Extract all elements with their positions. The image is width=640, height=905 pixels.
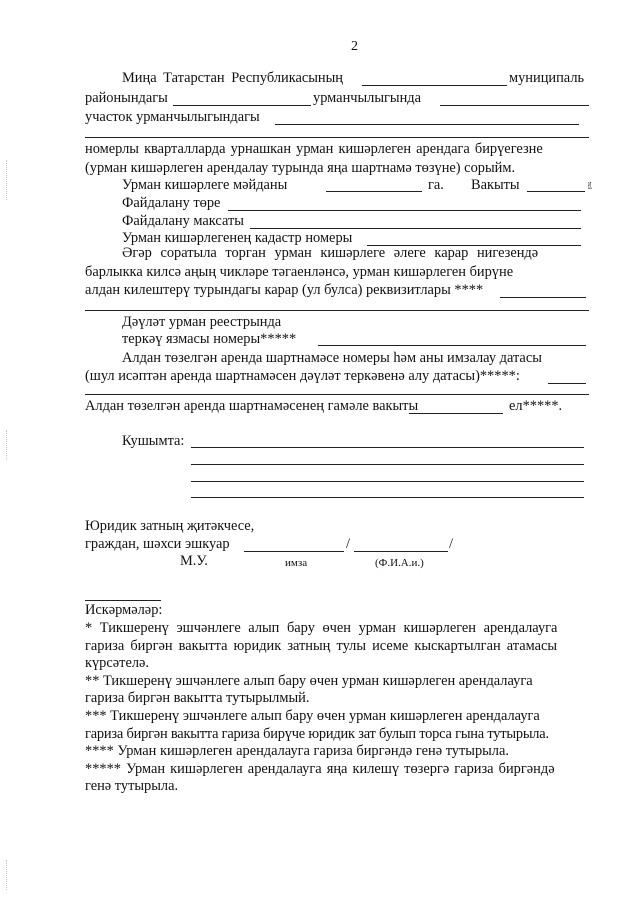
- attachment-line-2[interactable]: [191, 464, 584, 465]
- text-line: (урман кишәрлеген арендалау турында яңа шартнамә төзүне) сорыйм.: [85, 160, 516, 176]
- text-line: участок урманчылыгындагы: [85, 109, 260, 125]
- signatory-title: Юридик затның җитәкчесе,: [85, 518, 255, 534]
- note-line: * Тикшеренү эшчәнлеге алып бару өчен урман кишәрлеген арендалауга: [85, 620, 558, 636]
- text-line: урманчылыгында: [313, 90, 422, 106]
- footnote-divider: [85, 600, 161, 601]
- separator: /: [449, 536, 453, 552]
- name-caption: (Ф.И.А.и.): [375, 557, 424, 569]
- forestry-field[interactable]: [440, 105, 589, 106]
- note-line: генә тутырыла.: [85, 778, 179, 794]
- text-line: теркәү язмасы номеры*****: [122, 331, 297, 347]
- text-line: Файдалану максаты: [122, 213, 244, 229]
- contract-date-field[interactable]: [548, 383, 586, 384]
- text-line: (шул исәптән аренда шартнамәсен дәүләт теркәвенә алу датасы)*****:: [85, 368, 520, 384]
- page-number: 2: [351, 39, 358, 54]
- text-line: га.: [428, 177, 444, 193]
- text-line: Алдан төзелгән аренда шартнамәсе номеры һәм аны имзалау датасы: [122, 350, 542, 366]
- signatory-title: граждан, шәхси эшкуар: [85, 536, 230, 552]
- text-line: Урман кишәрлегенең кадастр номеры: [122, 230, 353, 246]
- requisites-field[interactable]: [500, 297, 586, 298]
- registry-number-field[interactable]: [318, 345, 586, 346]
- text-line: ел*****.: [509, 398, 563, 414]
- note-line: **** Урман кишәрлеген арендалауга гариза биргәндә генә тутырыла.: [85, 743, 509, 759]
- scan-edge-marks: [6, 430, 8, 460]
- text-line: Файдалану төре: [122, 195, 221, 211]
- text-line: Миңа Татарстан Республикасының: [122, 70, 344, 86]
- scan-edge-marks: [6, 160, 8, 200]
- separator: /: [346, 536, 350, 552]
- area-field[interactable]: [326, 191, 422, 192]
- signature-caption: имза: [285, 557, 308, 569]
- text-line: Урман кишәрлеге мәйданы: [122, 177, 288, 193]
- text-line: Әгәр соратыла торган урман кишәрлеге әлеге карар нигезендә: [122, 245, 539, 261]
- attachment-line-4[interactable]: [191, 497, 584, 498]
- attachment-line-3[interactable]: [191, 481, 584, 482]
- text-line: номерлы кварталларда урнашкан урман кишәрлеген арендага бирүегезне: [85, 141, 543, 157]
- text-line: ел.: [588, 177, 593, 193]
- blank-line-field[interactable]: [85, 137, 589, 138]
- text-line: Дәүләт урман реестрында: [122, 314, 282, 330]
- scan-edge-marks: [6, 860, 8, 890]
- text-line: Алдан төзелгән аренда шартнамәсенең гамәле вакыты: [85, 398, 419, 414]
- notes-title: Искәрмәләр:: [85, 602, 163, 618]
- term-field[interactable]: [527, 191, 585, 192]
- district-field[interactable]: [173, 105, 311, 106]
- stamp-place-label: М.У.: [180, 553, 208, 569]
- blank-line-field[interactable]: [85, 394, 589, 395]
- municipality-field[interactable]: [362, 85, 507, 86]
- text-line: алдан килештерү турындагы карар (ул булса) реквизитлары ****: [85, 282, 484, 298]
- note-line: күрсәтелә.: [85, 655, 149, 671]
- text-line: Вакыты: [471, 177, 520, 193]
- section-forestry-field[interactable]: [275, 124, 579, 125]
- signature-field[interactable]: [244, 551, 344, 552]
- attachment-line-1[interactable]: [191, 447, 584, 448]
- contract-term-field[interactable]: [409, 413, 503, 414]
- text-line: барлыкка килсә аңың чикләре тәгаенләнсә, урман кишәрлеген бирүне: [85, 264, 514, 280]
- note-line: ***** Урман кишәрлеген арендалауга яңа килешү төзергә гариза биргәндә: [85, 761, 555, 777]
- use-purpose-field[interactable]: [250, 228, 581, 229]
- note-line: ** Тикшеренү эшчәнлеге алып бару өчен урман кишәрлеген арендалауга: [85, 673, 533, 689]
- text-line: районындагы: [85, 90, 168, 106]
- note-line: гариза биргән вакытта гариза бирүче юридик зат булып торса гына тутырыла.: [85, 726, 549, 742]
- note-line: гариза биргән вакытта тутырылмый.: [85, 690, 310, 706]
- text-line: муниципаль: [509, 70, 585, 86]
- note-line: гариза биргән вакытта юридик затның тулы исеме кыскартылган атамасы: [85, 638, 558, 654]
- use-type-field[interactable]: [228, 210, 581, 211]
- blank-line-field[interactable]: [85, 310, 589, 311]
- attachment-label: Кушымта:: [122, 433, 185, 449]
- name-field[interactable]: [354, 551, 448, 552]
- note-line: *** Тикшеренү эшчәнлеге алып бару өчен урман кишәрлеген арендалауга: [85, 708, 540, 724]
